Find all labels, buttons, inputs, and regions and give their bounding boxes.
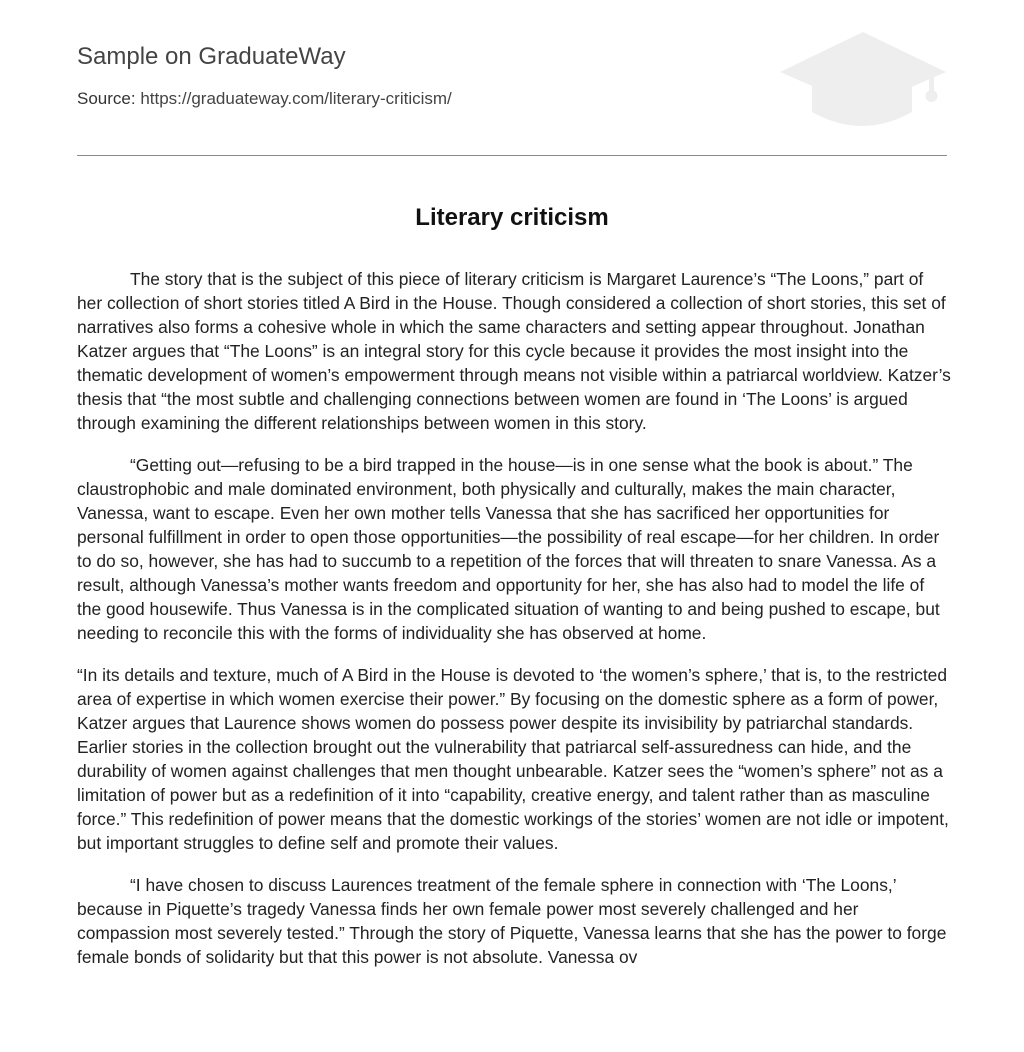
article-paragraph: “I have chosen to discuss Laurences treatment of the female sphere in connection with ‘The Loons,’ because in Piquette’s tragedy Vanessa finds her own female power most severely challenged and her compassion most severely tested.” Through the story of Piquette, Vanessa learns that she has the power to forge female bonds of solidarity but that this power is not absolute. Vanessa ov [77, 875, 947, 967]
site-name: Sample on GraduateWay [77, 43, 346, 70]
source-link[interactable]: https://graduateway.com/literary-criticism/ [140, 89, 452, 108]
source-line [77, 89, 452, 109]
article-title: Literary criticism [415, 204, 609, 231]
header-divider [77, 155, 947, 156]
article-body [77, 267, 951, 987]
article-paragraph: “In its details and texture, much of A Bird in the House is devoted to ‘the women’s sphere,’ that is, to the restricted area of expertise in which women exercise their power.” By focusing on the domestic sphere as a form of power, Katzer argues that Laurence shows women do possess power despite its invisibility by patriarchal standards. Earlier stories in the collection brought out the vulnerability that patriarcal self-assuredness can hide, and the durability of women against challenges that men thought unbearable. Katzer sees the “women’s sphere” not as a limitation of power but as a redefinition of it into “capability, creative energy, and talent rather than as masculine force.” This redefinition of power means that the domestic workings of the stories’ women are not idle or impotent, but important struggles to define self and promote their values. [77, 665, 949, 853]
page-header [77, 0, 947, 156]
article-paragraph: “Getting out—refusing to be a bird trapped in the house—is in one sense what the book is about.” The claustrophobic and male dominated environment, both physically and culturally, makes the main character, Vanessa, want to escape. Even her own mother tells Vanessa that she has sacrificed her opportunities for personal fulfillment in order to open those opportunities—the possibility of real escape—for her children. In order to do so, however, she has had to succumb to a repetition of the forces that will threaten to snare Vanessa. As a result, although Vanessa’s mother wants freedom and opportunity for her, she has also had to model the life of the good housewife. Thus Vanessa is in the complicated situation of wanting to and being pushed to escape, but needing to reconcile this with the forms of individuality she has observed at home. [77, 455, 940, 643]
graduation-cap-icon [780, 30, 946, 134]
article-paragraph: The story that is the subject of this piece of literary criticism is Margaret Laurence’s “The Loons,” part of her collection of short stories titled A Bird in the House. Though considered a collection of short stories, this set of narratives also forms a cohesive whole in which the same characters and setting appear throughout. Jonathan Katzer argues that “The Loons” is an integral story for this cycle because it provides the most insight into the thematic development of women’s empowerment through means not visible within a patriarcal worldview. Katzer’s thesis that “the most subtle and challenging connections between women are found in ‘The Loons’ is argued through examining the different relationships between women in this story. [77, 269, 951, 433]
source-label: Source: [77, 89, 136, 108]
